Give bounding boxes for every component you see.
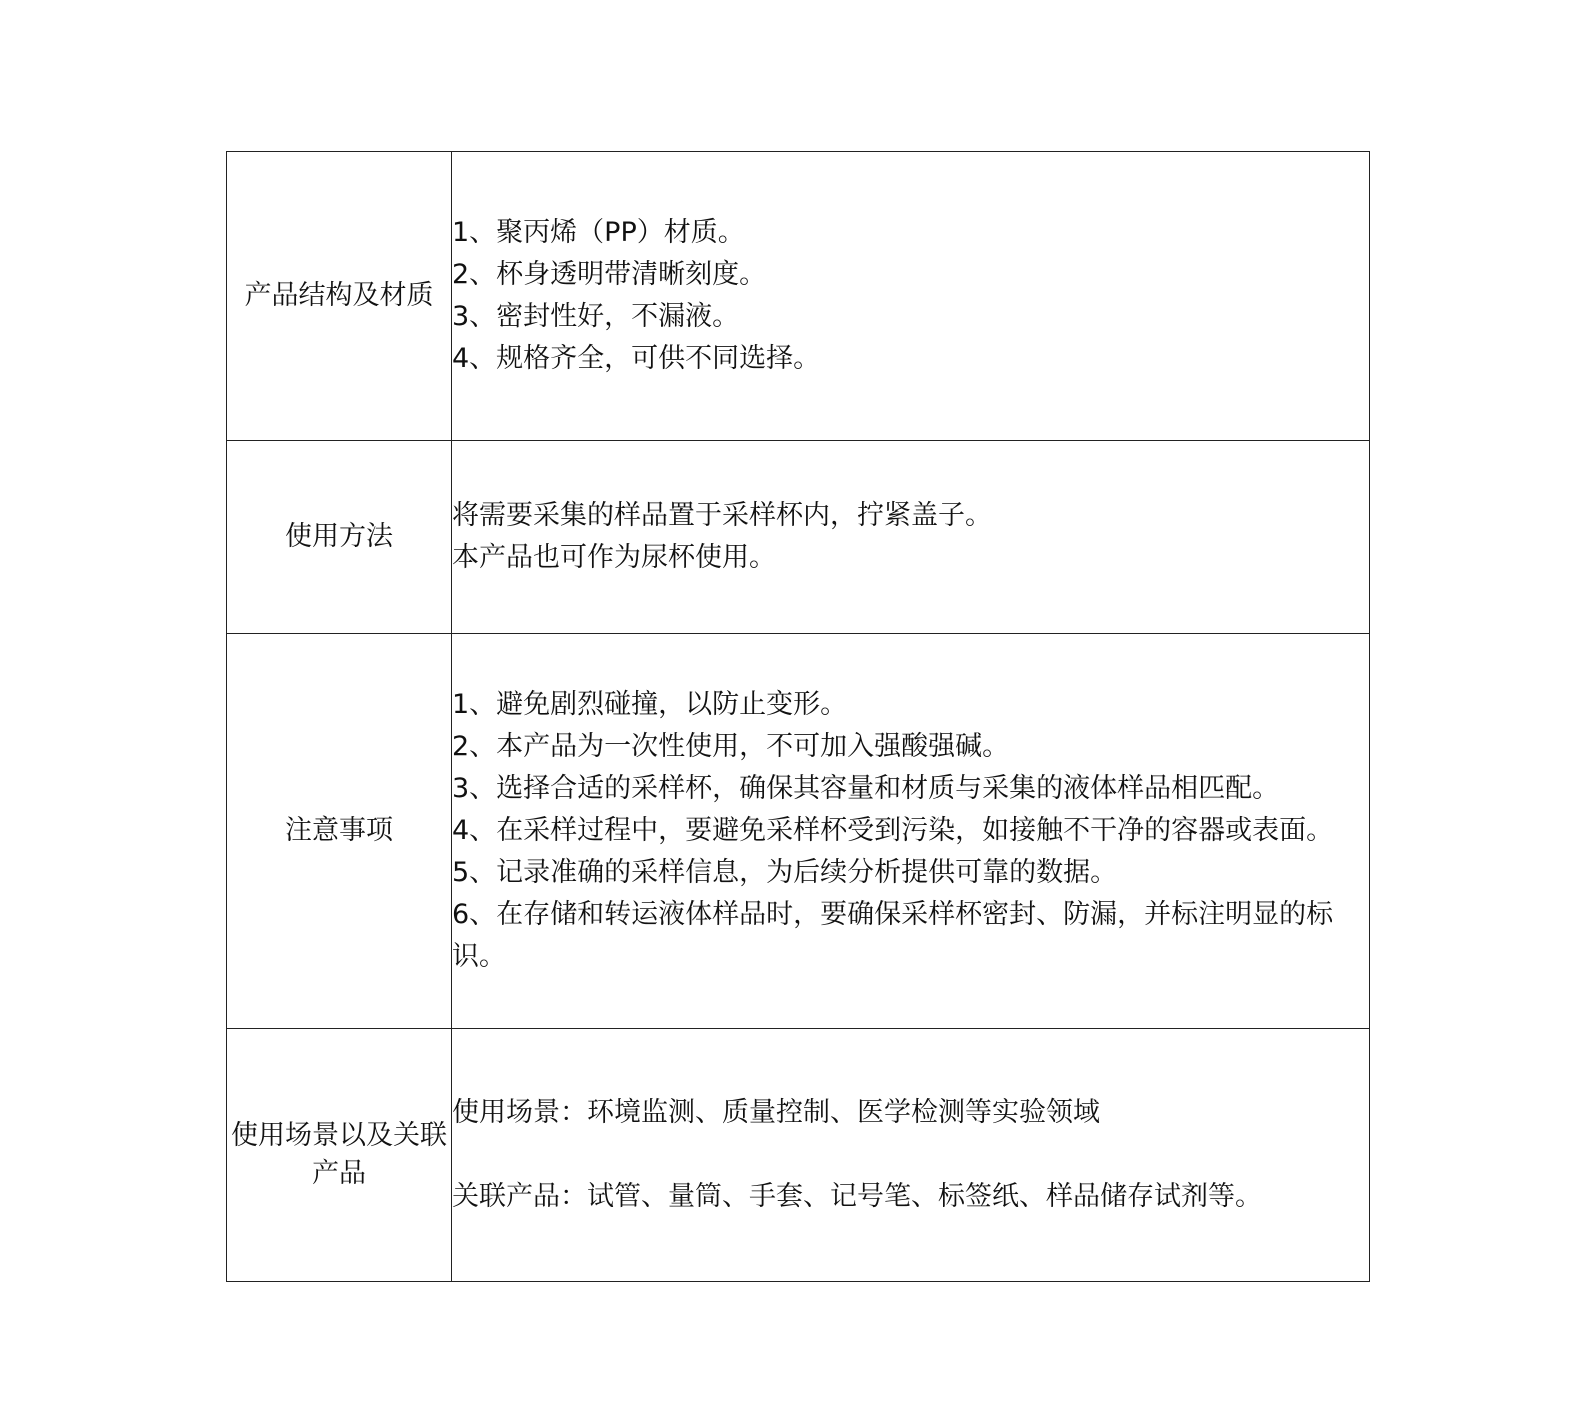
row-label-precautions: 注意事项 (227, 634, 452, 1029)
row-label-structure-material: 产品结构及材质 (227, 152, 452, 441)
list-item: 5、记录准确的采样信息，为后续分析提供可靠的数据。 (452, 857, 1118, 888)
list-item: 4、在采样过程中，要避免采样杯受到污染，如接触不干净的容器或表面。 (452, 815, 1334, 846)
related-products-text: 关联产品：试管、量筒、手套、记号笔、标签纸、样品储存试剂等。 (452, 1181, 1262, 1212)
product-spec-table (226, 151, 1370, 1282)
list-item: 2、杯身透明带清晰刻度。 (452, 259, 767, 290)
list-item: 2、本产品为一次性使用，不可加入强酸强碱。 (452, 731, 1010, 762)
row-content-structure-material (452, 152, 1370, 441)
usage-scenarios-text: 使用场景：环境监测、质量控制、医学检测等实验领域 (452, 1097, 1100, 1128)
list-item: 4、规格齐全，可供不同选择。 (452, 343, 821, 374)
table-row-scenarios-related (227, 1029, 1370, 1282)
row-content-scenarios-related (452, 1029, 1370, 1282)
row-content-usage-method (452, 441, 1370, 634)
row-content-precautions (452, 634, 1370, 1029)
row-label-scenarios-related: 使用场景以及关联产品 (227, 1029, 452, 1282)
list-item: 1、聚丙烯（PP）材质。 (452, 217, 745, 248)
row-label-usage-method: 使用方法 (227, 441, 452, 634)
table-row-structure-material (227, 152, 1370, 441)
list-item: 1、避免剧烈碰撞，以防止变形。 (452, 689, 848, 720)
list-item: 将需要采集的样品置于采样杯内，拧紧盖子。 (452, 500, 992, 531)
list-item: 本产品也可作为尿杯使用。 (452, 542, 776, 573)
table-row-precautions (227, 634, 1370, 1029)
list-item: 3、选择合适的采样杯，确保其容量和材质与采集的液体样品相匹配。 (452, 773, 1280, 804)
table-row-usage-method (227, 441, 1370, 634)
list-item: 6、在存储和转运液体样品时，要确保采样杯密封、防漏，并标注明显的标识。 (452, 899, 1334, 972)
spacer (452, 1134, 1369, 1176)
list-item: 3、密封性好，不漏液。 (452, 301, 740, 332)
